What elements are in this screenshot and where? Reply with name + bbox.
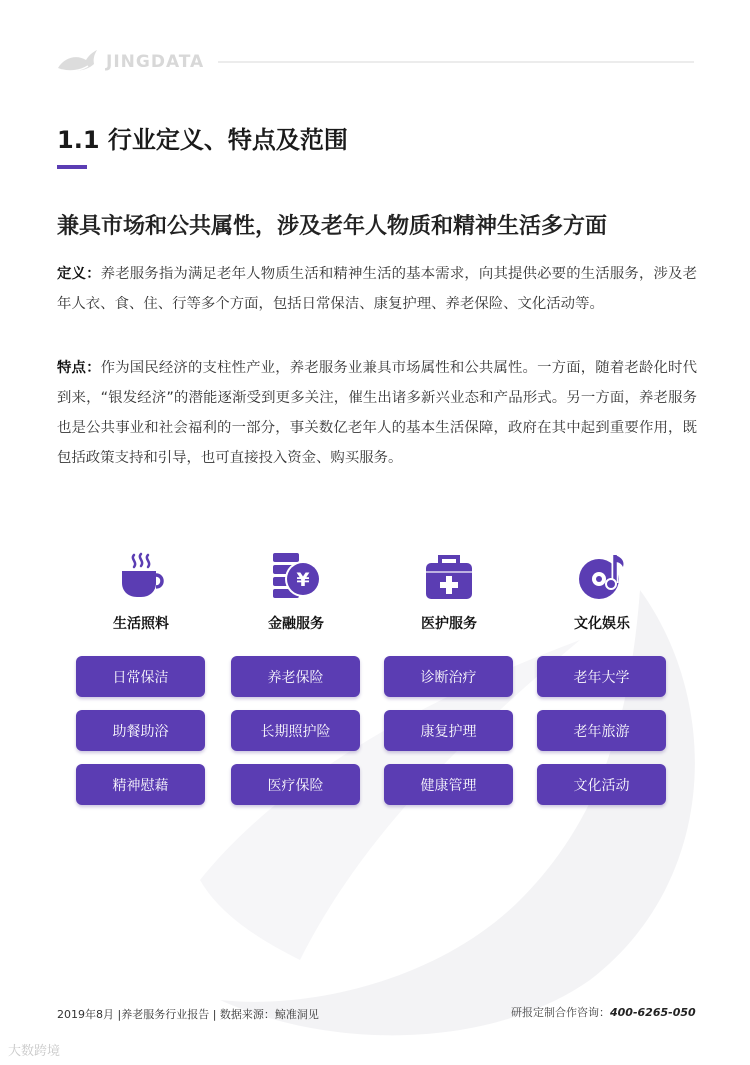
features-paragraph (57, 353, 697, 473)
footer-phone: 400-6265-050 (610, 1006, 696, 1019)
category-financial (231, 549, 361, 633)
coffee-cup-icon (114, 549, 168, 603)
service-tile: 养老保险 (231, 656, 360, 697)
watermark-leaf-icon (160, 580, 750, 1050)
footer-contact-label: 研报定制合作咨询： (511, 1006, 610, 1019)
features-label: 特点： (57, 360, 101, 376)
medical-kit-icon (422, 549, 476, 603)
service-tile: 长期照护险 (231, 710, 360, 751)
category-culture (537, 549, 667, 633)
definition-label: 定义： (57, 266, 101, 282)
service-tile: 老年旅游 (537, 710, 666, 751)
service-tile: 日常保洁 (76, 656, 205, 697)
whale-logo-icon (56, 46, 98, 76)
header-divider (218, 61, 694, 63)
brand-logo-text: JINGDATA (106, 52, 205, 72)
category-label: 生活照料 (113, 616, 169, 632)
service-tile: 助餐助浴 (76, 710, 205, 751)
category-label: 金融服务 (268, 616, 324, 632)
service-tile: 健康管理 (384, 764, 513, 805)
service-tile: 康复护理 (384, 710, 513, 751)
corner-watermark-text: 大数跨境 (8, 1044, 61, 1059)
title-accent-bar (57, 165, 87, 169)
service-tile: 老年大学 (537, 656, 666, 697)
service-tile: 医疗保险 (231, 764, 360, 805)
service-tile: 文化活动 (537, 764, 666, 805)
yuan-coins-icon (269, 549, 323, 603)
page-title: 1.1 行业定义、特点及范围 (57, 126, 348, 154)
service-tile: 诊断治疗 (384, 656, 513, 697)
definition-paragraph (57, 259, 697, 319)
svg-text:¥: ¥ (296, 569, 310, 591)
category-label: 文化娱乐 (574, 616, 630, 632)
service-tile: 精神慰藉 (76, 764, 205, 805)
features-text: 作为国民经济的支柱性产业，养老服务业兼具市场属性和公共属性。一方面，随着老龄化时代到来，“银发经济”的潜能逐渐受到更多关注，催生出诸多新兴业态和产品形式。另一方面，养老服务也是公共事业和社会福利的一部分，事关数亿老年人的基本生活保障，政府在其中起到重要作用，既包括政策支持和引导，也可直接投入资金、购买服务。 (57, 360, 697, 466)
section-subheading: 兼具市场和公共属性，涉及老年人物质和精神生活多方面 (57, 214, 608, 239)
footer-contact (511, 1004, 696, 1020)
category-living-care (76, 549, 206, 633)
category-label: 医护服务 (421, 616, 477, 632)
footer-source: 2019年8月 |养老服务行业报告 | 数据来源：鲸准洞见 (57, 1008, 319, 1021)
category-medical (384, 549, 514, 633)
definition-text: 养老服务指为满足老年人物质生活和精神生活的基本需求，向其提供必要的生活服务，涉及老年人衣、食、住、行等多个方面，包括日常保洁、康复护理、养老保险、文化活动等。 (57, 266, 697, 312)
music-disc-icon (575, 549, 629, 603)
